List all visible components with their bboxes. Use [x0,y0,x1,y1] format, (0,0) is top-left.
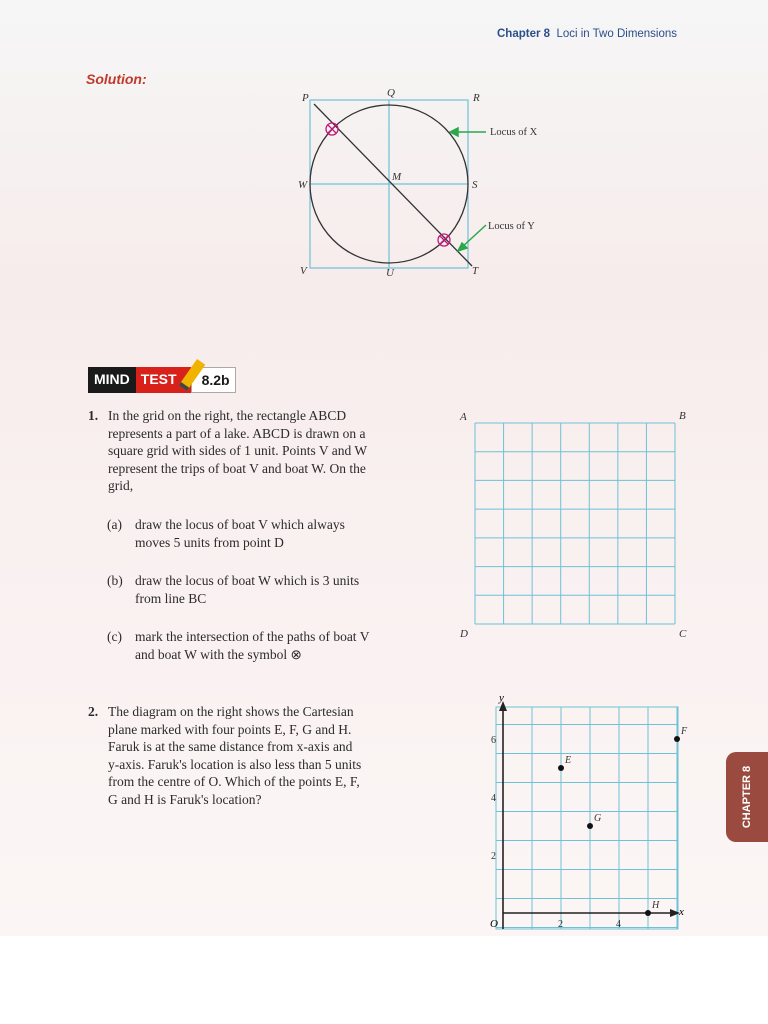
chapter-header [497,28,677,40]
badge-mind: MIND [88,367,136,393]
question-2-number: 2. [88,704,99,719]
x-tick-label: 4 [616,919,621,930]
point-label-v: V [300,265,307,277]
point-label-p: P [302,92,309,104]
point-g [587,823,593,829]
question-1c [107,628,415,663]
part-label: (a) [107,517,122,532]
part-label: (b) [107,573,123,588]
question-1a [107,516,410,551]
question-2 [88,703,408,808]
q1-line: square grid with sides of 1 unit. Points V and W [108,443,368,458]
origin-label: O [490,918,498,930]
q2-line: from the centre of O. Which of the points E, F, [108,774,360,789]
point-label-g: G [594,813,602,824]
point-label-q: Q [387,88,395,99]
point-f [674,736,680,742]
part-line: moves 5 units from point D [135,534,284,550]
question-1-number: 1. [88,408,99,423]
badge-test [136,367,191,393]
q2-line: y-axis. Faruk's location is also less than 5 units [108,756,362,772]
chapter-label: Chapter 8 [497,28,551,40]
grid-label-b: B [679,410,686,422]
q1-line: represent the trips of boat V and boat W. On the [108,460,366,476]
q2-line: G and H is Faruk's location? [108,791,262,807]
point-label-t: T [472,265,479,277]
part-line: draw the locus of boat V which always [135,517,345,532]
intersection-mark-2 [438,234,450,246]
grid-label-d: D [460,628,468,640]
locus-y-label: Locus of Y [488,221,535,232]
point-label-f: F [681,726,688,737]
locus-x-label: Locus of X [490,127,538,138]
point-label-e: E [565,755,572,766]
x-axis-label: x [679,906,684,918]
part-line: draw the locus of boat W which is 3 units [135,573,360,588]
locus-diagram [290,88,560,288]
q2-line: plane marked with four points E, F, G and H. [108,721,352,737]
question-1b [107,572,410,607]
plane-border [496,707,678,929]
chapter-title: Loci in Two Dimensions [556,28,678,40]
point-label-w: W [298,179,308,191]
point-label-u: U [386,267,394,279]
grid-label-a: A [460,411,467,423]
question-1 [88,407,408,495]
mind-test-badge [88,367,238,393]
q1-line: represents a part of a lake. ABCD is drawn on a [108,425,366,441]
chapter-side-tab [726,752,768,842]
y-axis-label: y [499,693,504,704]
grid-label-c: C [679,628,687,640]
q1-line: grid, [108,478,134,493]
cartesian-plane [478,693,693,936]
x-tick-label: 2 [558,919,563,930]
lake-grid [455,405,695,640]
point-label-s: S [472,179,478,191]
point-e [558,765,564,771]
y-tick-label: 4 [491,793,496,804]
badge-test-text: TEST [140,371,177,387]
part-line: mark the intersection of the paths of boat V [135,629,370,644]
side-tab-label: CHAPTER 8 [741,765,753,829]
badge-number: 8.2b [191,367,236,393]
part-line: from line BC [135,590,207,606]
y-tick-label: 6 [491,735,496,746]
solution-heading: Solution: [86,71,147,87]
point-label-m: M [392,171,402,183]
point-label-h: H [652,900,660,911]
q2-line: The diagram on the right shows the Cartesian [108,704,354,719]
q2-line: Faruk is at the same distance from x-axis and [108,739,353,754]
part-line: and boat W with the symbol ⊗ [135,646,302,662]
q1-line: In the grid on the right, the rectangle ABCD [108,408,347,423]
y-tick-label: 2 [491,851,496,862]
point-h [645,910,651,916]
point-label-r: R [473,92,480,104]
intersection-mark-1 [326,123,338,135]
part-label: (c) [107,629,122,644]
